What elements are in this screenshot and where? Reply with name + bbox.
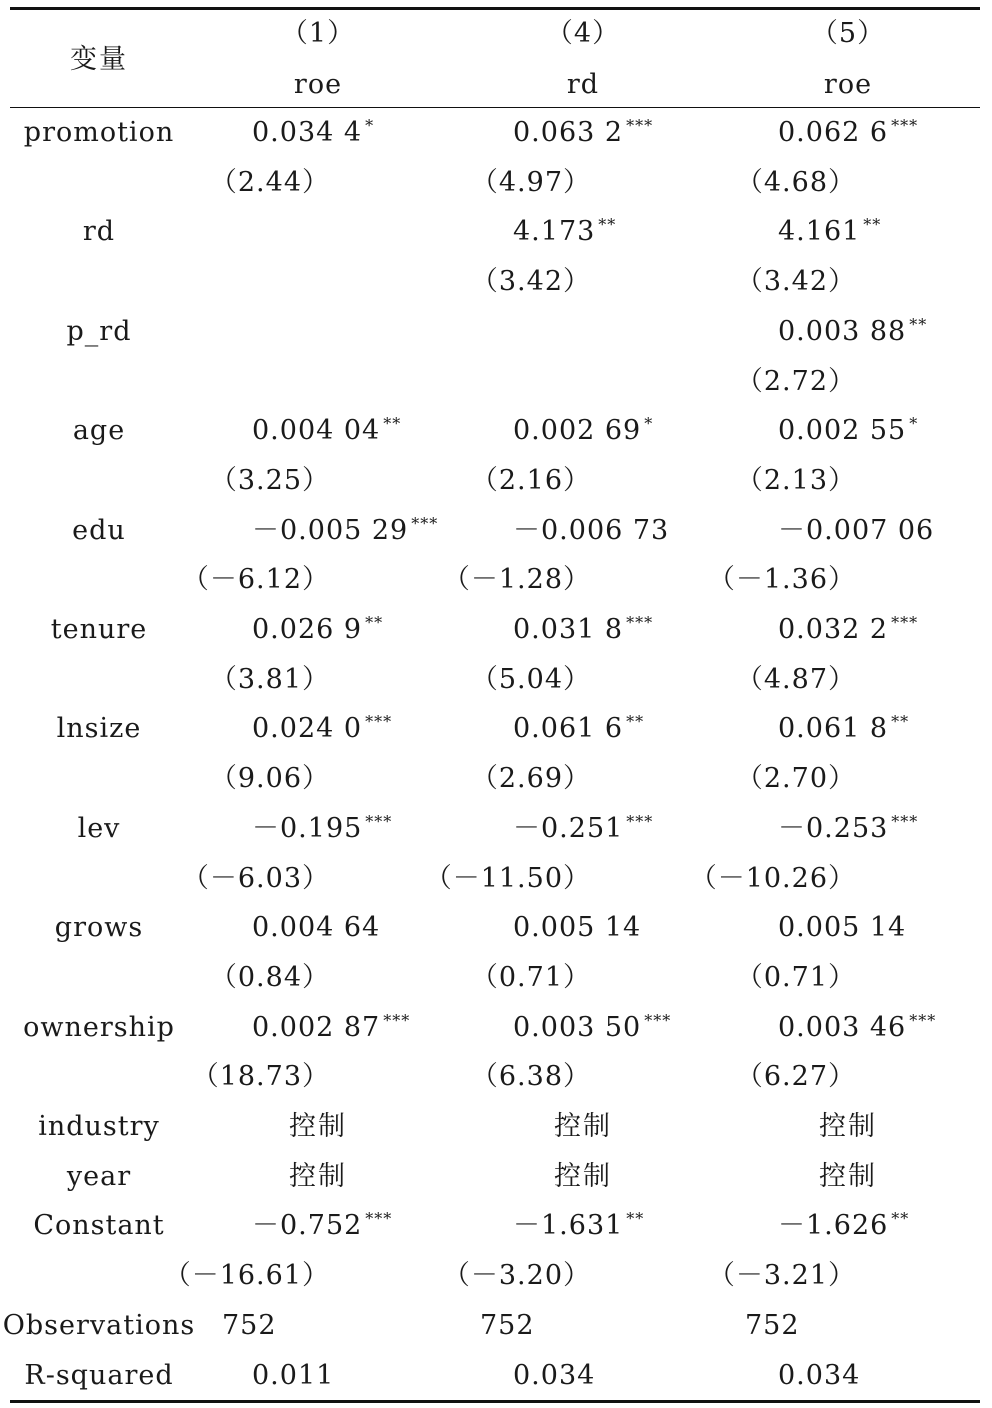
coef-cell bbox=[778, 1210, 909, 1242]
coef-value: 0.004 64 bbox=[252, 912, 381, 943]
coef-cell bbox=[778, 316, 927, 348]
t-stat: （3.42） bbox=[735, 266, 856, 297]
t-stat: （4.68） bbox=[735, 167, 856, 198]
significance-stars: ** bbox=[891, 712, 910, 731]
column-dependent-var: roe bbox=[293, 69, 343, 100]
significance-stars: ** bbox=[598, 215, 617, 234]
significance-stars: *** bbox=[891, 116, 919, 135]
coef-cell bbox=[252, 614, 383, 646]
coef-cell bbox=[252, 117, 374, 149]
t-stat: （3.42） bbox=[470, 266, 591, 297]
coef-value: －0.005 29 bbox=[252, 515, 409, 546]
significance-stars: *** bbox=[909, 1011, 937, 1030]
row-label: ownership bbox=[23, 1012, 175, 1043]
coef-value: 0.005 14 bbox=[778, 912, 907, 943]
stat-value: 0.011 bbox=[252, 1360, 335, 1391]
coef-value: 0.003 50 bbox=[513, 1012, 642, 1043]
coef-value: －1.626 bbox=[778, 1210, 889, 1241]
control-value: 控制 bbox=[554, 1111, 612, 1142]
t-stat: （2.16） bbox=[470, 465, 591, 496]
stat-value: 752 bbox=[745, 1310, 800, 1341]
coef-cell bbox=[513, 912, 644, 944]
column-dependent-var: rd bbox=[566, 69, 600, 100]
t-stat: （6.27） bbox=[735, 1061, 856, 1092]
stat-label: Observations bbox=[2, 1310, 196, 1341]
coef-value: －0.006 73 bbox=[513, 515, 670, 546]
coef-value: 0.062 6 bbox=[778, 117, 889, 148]
bottom-rule bbox=[10, 1400, 980, 1403]
t-stat: （3.25） bbox=[209, 465, 330, 496]
coef-cell bbox=[513, 1210, 644, 1242]
coef-value: －0.195 bbox=[252, 813, 363, 844]
significance-stars: ** bbox=[626, 1209, 645, 1228]
t-stat: （4.97） bbox=[470, 167, 591, 198]
row-label: lnsize bbox=[56, 713, 142, 744]
coef-value: 0.026 9 bbox=[252, 614, 363, 645]
t-stat: （－1.36） bbox=[707, 564, 856, 595]
coef-cell bbox=[513, 614, 653, 646]
t-stat: （2.70） bbox=[735, 763, 856, 794]
stat-value: 0.034 bbox=[778, 1360, 861, 1391]
coef-cell bbox=[252, 515, 438, 547]
significance-stars: ** bbox=[365, 613, 384, 632]
coef-cell bbox=[513, 216, 616, 248]
control-value: 控制 bbox=[289, 1111, 347, 1142]
t-stat: （9.06） bbox=[209, 763, 330, 794]
control-label: industry bbox=[38, 1111, 160, 1142]
t-stat: （2.72） bbox=[735, 366, 856, 397]
significance-stars: *** bbox=[626, 613, 654, 632]
row-label: age bbox=[72, 415, 126, 446]
t-stat: （5.04） bbox=[470, 664, 591, 695]
coef-cell bbox=[778, 912, 909, 944]
significance-stars: *** bbox=[644, 1011, 672, 1030]
t-stat: （－1.28） bbox=[442, 564, 591, 595]
row-label: rd bbox=[82, 216, 116, 247]
coef-cell bbox=[778, 614, 918, 646]
coef-value: －0.253 bbox=[778, 813, 889, 844]
coef-cell bbox=[252, 1210, 392, 1242]
row-label: lev bbox=[77, 813, 121, 844]
coef-value: －0.752 bbox=[252, 1210, 363, 1241]
coef-cell bbox=[252, 713, 392, 745]
column-dependent-var: roe bbox=[823, 69, 873, 100]
t-stat: （18.73） bbox=[191, 1061, 330, 1092]
stat-value: 0.034 bbox=[513, 1360, 596, 1391]
stat-label: R-squared bbox=[24, 1360, 174, 1391]
control-label: year bbox=[66, 1161, 132, 1192]
t-stat: （0.71） bbox=[735, 962, 856, 993]
coef-cell bbox=[252, 813, 392, 845]
t-stat: （2.44） bbox=[209, 167, 330, 198]
t-stat: （0.84） bbox=[209, 962, 330, 993]
stat-value: 752 bbox=[480, 1310, 535, 1341]
coef-cell bbox=[778, 713, 909, 745]
coef-cell bbox=[513, 415, 653, 447]
coef-cell bbox=[513, 713, 644, 745]
coef-value: 0.061 8 bbox=[778, 713, 889, 744]
significance-stars: *** bbox=[365, 1209, 393, 1228]
coef-value: －1.631 bbox=[513, 1210, 624, 1241]
coef-cell bbox=[513, 1012, 671, 1044]
coef-value: －0.251 bbox=[513, 813, 624, 844]
coef-value: 0.002 55 bbox=[778, 415, 907, 446]
coef-cell bbox=[252, 415, 401, 447]
t-stat: （－3.21） bbox=[707, 1260, 856, 1291]
significance-stars: *** bbox=[891, 613, 919, 632]
t-stat: （－3.20） bbox=[442, 1260, 591, 1291]
t-stat: （－11.50） bbox=[424, 863, 591, 894]
significance-stars: *** bbox=[626, 116, 654, 135]
coef-cell bbox=[778, 813, 918, 845]
coef-cell bbox=[252, 1012, 410, 1044]
significance-stars: * bbox=[909, 414, 919, 433]
stat-value: 752 bbox=[222, 1310, 277, 1341]
significance-stars: * bbox=[365, 116, 375, 135]
t-stat: （2.69） bbox=[470, 763, 591, 794]
coef-value: 0.003 46 bbox=[778, 1012, 907, 1043]
coef-cell bbox=[513, 813, 653, 845]
coef-cell bbox=[252, 912, 383, 944]
coef-value: －0.007 06 bbox=[778, 515, 935, 546]
header-rule bbox=[10, 107, 980, 108]
coef-value: 4.161 bbox=[778, 216, 861, 247]
significance-stars: ** bbox=[383, 414, 402, 433]
row-label: p_rd bbox=[66, 316, 132, 347]
coef-cell bbox=[778, 216, 881, 248]
significance-stars: *** bbox=[365, 812, 393, 831]
coef-value: 0.024 0 bbox=[252, 713, 363, 744]
significance-stars: ** bbox=[626, 712, 645, 731]
coef-value: 0.002 87 bbox=[252, 1012, 381, 1043]
t-stat: （－6.12） bbox=[181, 564, 330, 595]
coef-value: 0.003 88 bbox=[778, 316, 907, 347]
t-stat: （0.71） bbox=[470, 962, 591, 993]
row-label: edu bbox=[72, 515, 126, 546]
significance-stars: *** bbox=[411, 514, 439, 533]
coef-value: 0.031 8 bbox=[513, 614, 624, 645]
column-number: （5） bbox=[810, 18, 886, 49]
coef-cell bbox=[513, 117, 653, 149]
significance-stars: *** bbox=[383, 1011, 411, 1030]
significance-stars: *** bbox=[891, 812, 919, 831]
significance-stars: ** bbox=[891, 1209, 910, 1228]
row-label: Constant bbox=[33, 1210, 165, 1241]
control-value: 控制 bbox=[819, 1161, 877, 1192]
coef-cell bbox=[778, 117, 918, 149]
control-value: 控制 bbox=[289, 1161, 347, 1192]
significance-stars: ** bbox=[863, 215, 882, 234]
t-stat: （3.81） bbox=[209, 664, 330, 695]
coef-cell bbox=[778, 515, 937, 547]
significance-stars: ** bbox=[909, 315, 928, 334]
coef-value: 0.063 2 bbox=[513, 117, 624, 148]
coef-value: 0.004 04 bbox=[252, 415, 381, 446]
t-stat: （6.38） bbox=[470, 1061, 591, 1092]
significance-stars: * bbox=[644, 414, 654, 433]
top-rule bbox=[10, 7, 980, 10]
significance-stars: *** bbox=[365, 712, 393, 731]
t-stat: （－16.61） bbox=[163, 1260, 330, 1291]
coef-value: 0.034 4 bbox=[252, 117, 363, 148]
coef-value: 0.061 6 bbox=[513, 713, 624, 744]
row-label: tenure bbox=[50, 614, 148, 645]
control-value: 控制 bbox=[554, 1161, 612, 1192]
coef-value: 0.002 69 bbox=[513, 415, 642, 446]
var-header: 变量 bbox=[70, 44, 128, 75]
coef-value: 0.005 14 bbox=[513, 912, 642, 943]
row-label: promotion bbox=[23, 117, 175, 148]
coef-value: 0.032 2 bbox=[778, 614, 889, 645]
coef-cell bbox=[778, 415, 918, 447]
column-number: （1） bbox=[280, 18, 356, 49]
t-stat: （－10.26） bbox=[689, 863, 856, 894]
coef-cell bbox=[513, 515, 672, 547]
row-label: grows bbox=[54, 912, 144, 943]
column-number: （4） bbox=[545, 18, 621, 49]
control-value: 控制 bbox=[819, 1111, 877, 1142]
t-stat: （－6.03） bbox=[181, 863, 330, 894]
coef-cell bbox=[778, 1012, 936, 1044]
significance-stars: *** bbox=[626, 812, 654, 831]
t-stat: （2.13） bbox=[735, 465, 856, 496]
t-stat: （4.87） bbox=[735, 664, 856, 695]
coef-value: 4.173 bbox=[513, 216, 596, 247]
